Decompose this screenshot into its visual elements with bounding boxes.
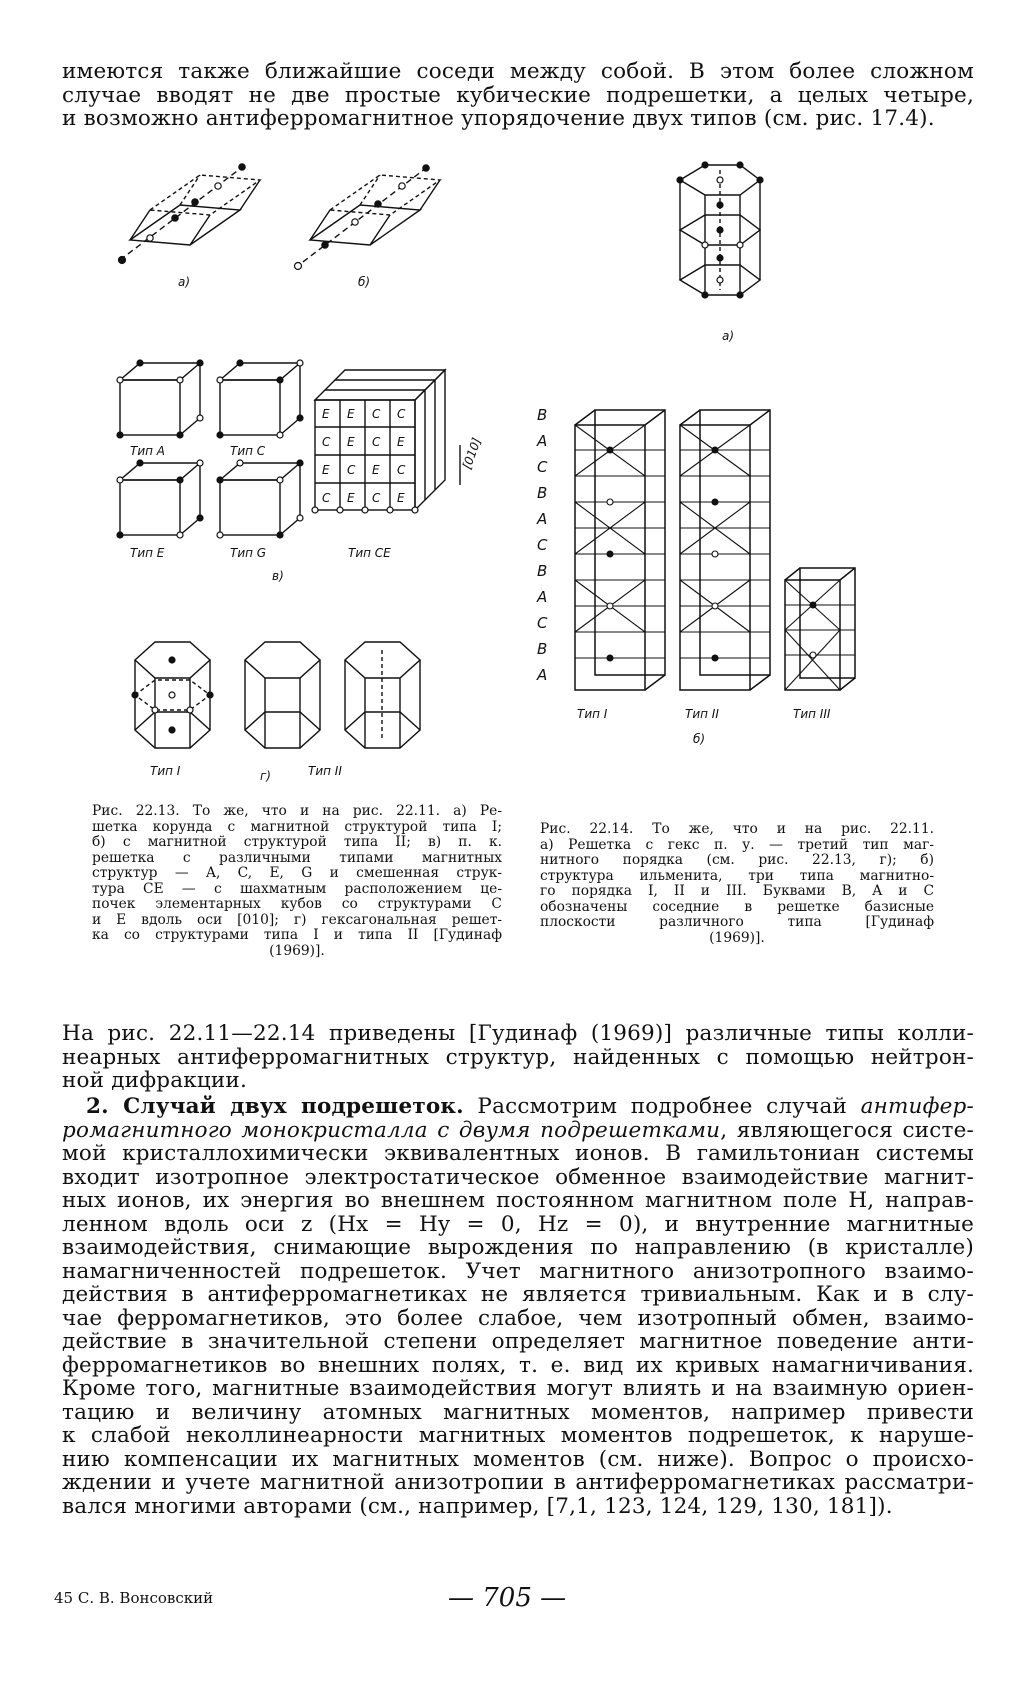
caption-line: решетка с различными типами магнитных <box>92 849 502 866</box>
caption-line: плоскости различного типа [Гудинаф <box>540 914 934 930</box>
caption-22-14 <box>540 822 934 946</box>
ce-cell-letters <box>322 407 406 505</box>
type-g-label: Тип G <box>230 546 267 560</box>
text-line: взаимодействия, снимающие вырождения по направлению (в кристалле) <box>62 1235 974 1260</box>
text-line: действия в антиферромагнетиках не является тривиальным. Как и в слу- <box>62 1282 974 1307</box>
caption-22-13 <box>92 804 502 959</box>
caption-line: и E вдоль оси [010]; г) гексагональная решет- <box>92 911 502 928</box>
svg-text:B: B <box>537 562 548 580</box>
caption-line: ка со структурами типа I и типа II [Гудинаф <box>92 927 502 943</box>
type-ce-label: Тип CE <box>348 546 391 560</box>
type-a-label: Тип A <box>130 444 165 458</box>
rhombohedra-drawing <box>100 150 480 300</box>
svg-text:C: C <box>537 458 548 476</box>
text-line: 2. Случай двух подрешеток. Рассмотрим подробнее случай антифер- <box>86 1094 974 1119</box>
svg-text:B: B <box>537 484 548 502</box>
svg-text:C: C <box>372 407 381 421</box>
text-line: На рис. 22.11—22.14 приведены [Гудинаф (1969)] различные типы колли- <box>62 1021 974 1046</box>
text-line: неарных антиферромагнитных структур, найденных с помощью нейтрон- <box>62 1044 974 1070</box>
top-paragraph <box>62 60 974 131</box>
caption-line: б) с магнитной структурой типа II; в) п. к. <box>92 834 502 850</box>
footer-signature: 45 С. В. Вонсовский <box>54 1589 214 1607</box>
svg-text:A: A <box>537 510 548 528</box>
paragraph-intro <box>62 1022 974 1093</box>
svg-text:C: C <box>537 614 548 632</box>
layer-labels <box>536 406 548 684</box>
text-line: имеются также ближайшие соседи между собой. В этом более сложном <box>62 59 974 84</box>
type-2-label: Тип II <box>308 764 342 778</box>
caption-line: шетка корунда с магнитной структурой типа I; <box>92 818 502 835</box>
section-heading: 2. Случай двух подрешеток. <box>86 1094 464 1119</box>
text-line: ленном вдоль оси z (Hx = Hy = 0, Hz = 0), и внутренние магнитные <box>62 1211 974 1237</box>
caption-line: структура ильменита, три типа магнитно- <box>540 867 934 884</box>
svg-text:E: E <box>397 435 405 449</box>
svg-text:B: B <box>537 640 548 658</box>
svg-text:B: B <box>537 406 548 424</box>
text-line: ной дифракции. <box>62 1068 247 1093</box>
svg-text:C: C <box>537 536 548 554</box>
svg-text:E: E <box>347 407 355 421</box>
label-b: б) <box>358 275 371 289</box>
svg-text:C: C <box>322 435 331 449</box>
text-line: и возможно антиферромагнитное упорядочение двух типов (см. рис. 17.4). <box>62 106 935 131</box>
caption-line: обозначены соседние в решетке базисные <box>540 898 934 915</box>
label-v: в) <box>272 569 284 583</box>
figure-22-14-a <box>660 150 800 360</box>
text-line: намагниченностей подрешеток. Учет магнитного анизотропного взаимо- <box>62 1258 974 1284</box>
type-1-label: Тип I <box>150 764 181 778</box>
svg-text:A: A <box>537 666 548 684</box>
caption-line: нитного порядка (см. рис. 22.13, г); б) <box>540 852 934 868</box>
svg-text:E: E <box>322 407 330 421</box>
svg-text:C: C <box>397 463 406 477</box>
svg-text:E: E <box>347 435 355 449</box>
paragraph-two-sublattices <box>62 1095 974 1518</box>
page-number: — 705 — <box>448 1583 567 1613</box>
text-line: вался многими авторами (см., например, [7,1, 123, 124, 129, 130, 181]). <box>62 1493 893 1519</box>
label-g: г) <box>260 769 271 783</box>
type-2-label: Тип II <box>685 707 719 721</box>
svg-text:C: C <box>372 435 381 449</box>
text-line: Кроме того, магнитные взаимодействия могут влиять и на взаимную ориен- <box>62 1376 974 1401</box>
figure-22-14-b <box>525 400 925 790</box>
label-b: б) <box>693 732 706 746</box>
text-line: ферромагнетиков во внешних полях, т. е. вид их кривых намагничивания. <box>62 1352 974 1378</box>
caption-line: структур — A, C, E, G и смешенная струк- <box>92 865 502 881</box>
caption-line: (1969)]. <box>709 929 765 946</box>
text-line: случае вводят не две простые кубические подрешетки, а целых четыре, <box>62 82 974 108</box>
figure-22-13-ab <box>100 150 480 300</box>
axis-010-label: [010] <box>459 435 484 472</box>
svg-text:C: C <box>372 491 381 505</box>
label-a: a) <box>722 329 735 343</box>
caption-line: го порядка I, II и III. Буквами B, A и C <box>540 883 934 899</box>
type-e-label: Тип E <box>130 546 165 560</box>
caption-line: (1969)]. <box>269 942 325 959</box>
type-1-label: Тип I <box>577 707 608 721</box>
text-line: ромагнитного монокристалла с двумя подрешетками, являющегося систе- <box>62 1117 974 1143</box>
figure-22-13-g <box>120 630 460 790</box>
text-line: мой кристаллохимически эквивалентных ионов. В гамильтониан системы <box>62 1141 974 1166</box>
svg-text:E: E <box>322 463 330 477</box>
text-line: ных ионов, их энергия во внешнем постоянном магнитном поле H, направ- <box>62 1188 974 1213</box>
text-line: чае ферромагнетиков, это более слабое, чем изотропный обмен, взаимо- <box>62 1305 974 1331</box>
svg-text:C: C <box>347 463 356 477</box>
caption-line: а) Решетка с гекс п. у. — третий тип маг- <box>540 836 934 853</box>
caption-line: Рис. 22.14. То же, что и на рис. 22.11. <box>540 821 934 837</box>
caption-line: тура CE — с шахматным расположением це- <box>92 880 502 897</box>
svg-text:E: E <box>347 491 355 505</box>
type-3-label: Тип III <box>793 707 831 721</box>
svg-text:A: A <box>537 432 548 450</box>
label-a: a) <box>178 275 191 289</box>
text-line: ждении и учете магнитной анизотропии в антиферромагнетиках рассматри- <box>62 1470 974 1495</box>
svg-text:E: E <box>397 491 405 505</box>
caption-line: Рис. 22.13. То же, что и на рис. 22.11. а) Ре- <box>92 803 502 819</box>
text-line: входит изотропное электростатическое обменное взаимодействие магнит- <box>62 1164 974 1190</box>
ilmenite-drawing <box>525 400 925 790</box>
type-c-label: Тип C <box>230 444 266 458</box>
svg-text:E: E <box>372 463 380 477</box>
caption-line: почек элементарных кубов со структурами C <box>92 896 502 912</box>
text-line: действие в значительной степени определяет магнитное поведение анти- <box>62 1329 974 1354</box>
svg-text:C: C <box>397 407 406 421</box>
figure-22-13-v <box>100 355 540 585</box>
svg-text:C: C <box>322 491 331 505</box>
text-line: нию компенсации их магнитных моментов (см. ниже). Вопрос о происхо- <box>62 1446 974 1472</box>
text-line: к слабой неколлинеарности магнитных моментов подрешеток, к наруше- <box>62 1423 974 1448</box>
text-line: тацию и величину атомных магнитных моментов, например привести <box>62 1399 974 1425</box>
svg-text:A: A <box>537 588 548 606</box>
